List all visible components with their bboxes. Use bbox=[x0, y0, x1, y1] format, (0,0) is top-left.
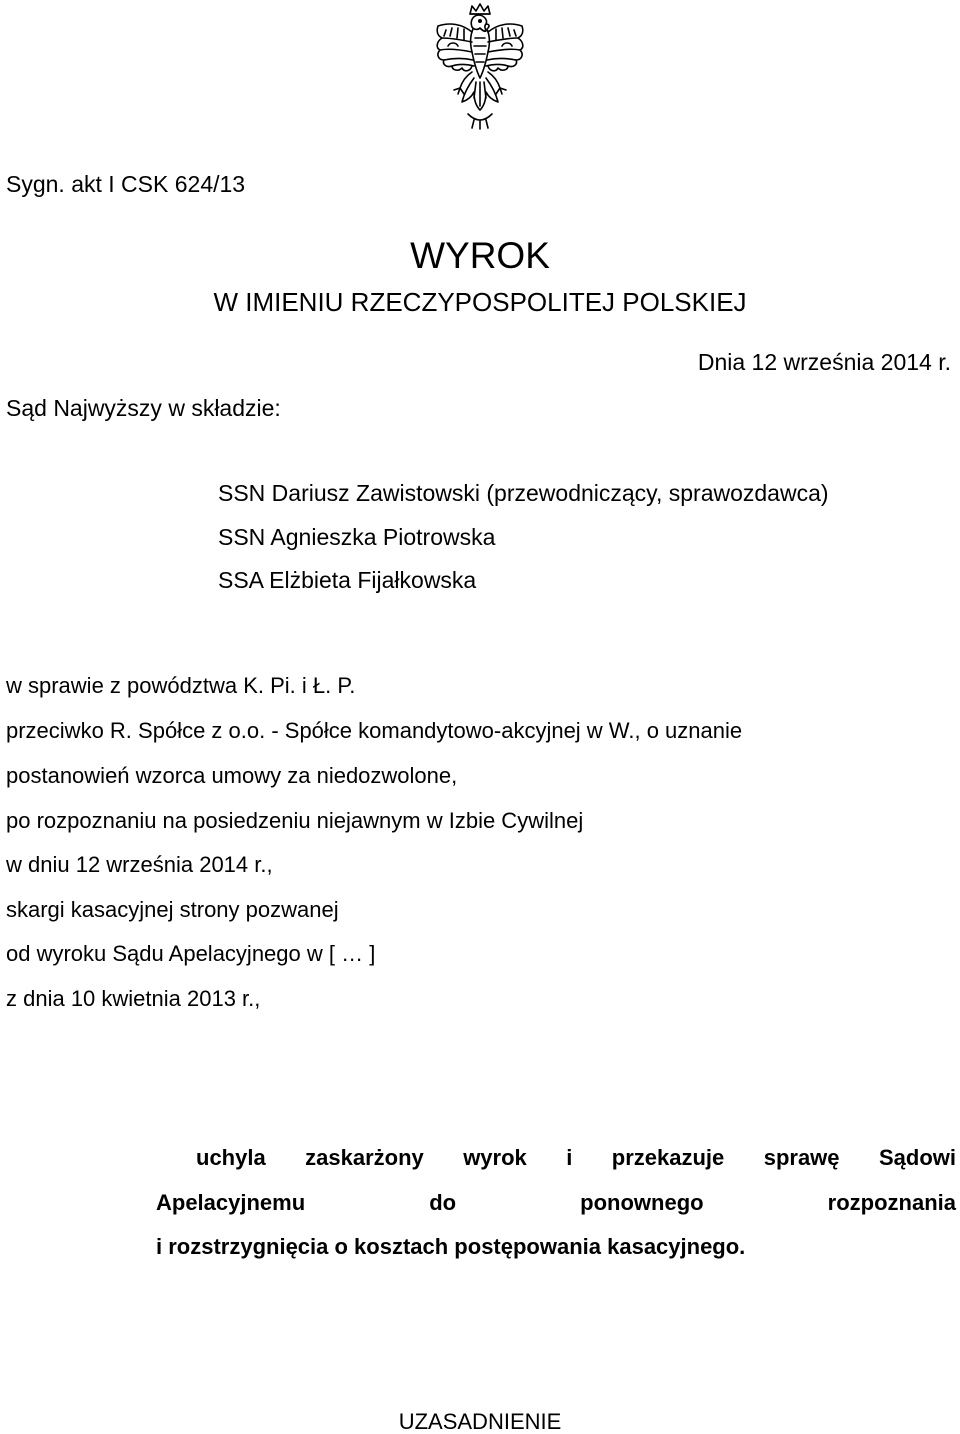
judgment-date: Dnia 12 września 2014 r. bbox=[697, 349, 951, 375]
case-line: postanowień wzorca umowy za niedozwolone, bbox=[6, 763, 458, 788]
judge-line: SSN Dariusz Zawistowski (przewodniczący, sprawozdawca) bbox=[218, 480, 829, 506]
judge-line: SSA Elżbieta Fijałkowska bbox=[218, 567, 477, 593]
case-line: w dniu 12 września 2014 r., bbox=[6, 852, 273, 877]
case-line: w sprawie z powództwa K. Pi. i Ł. P. bbox=[6, 673, 356, 698]
ruling-line: uchyla zaskarżony wyrok i przekazuje sprawę Sądowi bbox=[196, 1145, 956, 1170]
case-line: od wyroku Sądu Apelacyjnego w [ … ] bbox=[6, 941, 376, 966]
court-composition-label: Sąd Najwyższy w składzie: bbox=[6, 395, 281, 421]
document-subtitle: W IMIENIU RZECZYPOSPOLITEJ POLSKIEJ bbox=[213, 287, 747, 317]
eagle-emblem-icon bbox=[428, 2, 532, 130]
ruling-line: i rozstrzygnięcia o kosztach postępowania kasacyjnego. bbox=[156, 1234, 746, 1259]
case-line: skargi kasacyjnej strony pozwanej bbox=[6, 897, 339, 922]
judge-line: SSN Agnieszka Piotrowska bbox=[218, 524, 496, 550]
justification-heading: UZASADNIENIE bbox=[398, 1409, 562, 1434]
case-signature: Sygn. akt I CSK 624/13 bbox=[6, 171, 246, 197]
case-line: z dnia 10 kwietnia 2013 r., bbox=[6, 986, 261, 1011]
case-line: po rozpoznaniu na posiedzeniu niejawnym w Izbie Cywilnej bbox=[6, 808, 584, 833]
case-line: przeciwko R. Spółce z o.o. - Spółce komandytowo-akcyjnej w W., o uznanie bbox=[6, 718, 743, 743]
document-title: WYROK bbox=[410, 235, 550, 276]
ruling-line: Apelacyjnemu do ponownego rozpoznania bbox=[156, 1190, 956, 1215]
